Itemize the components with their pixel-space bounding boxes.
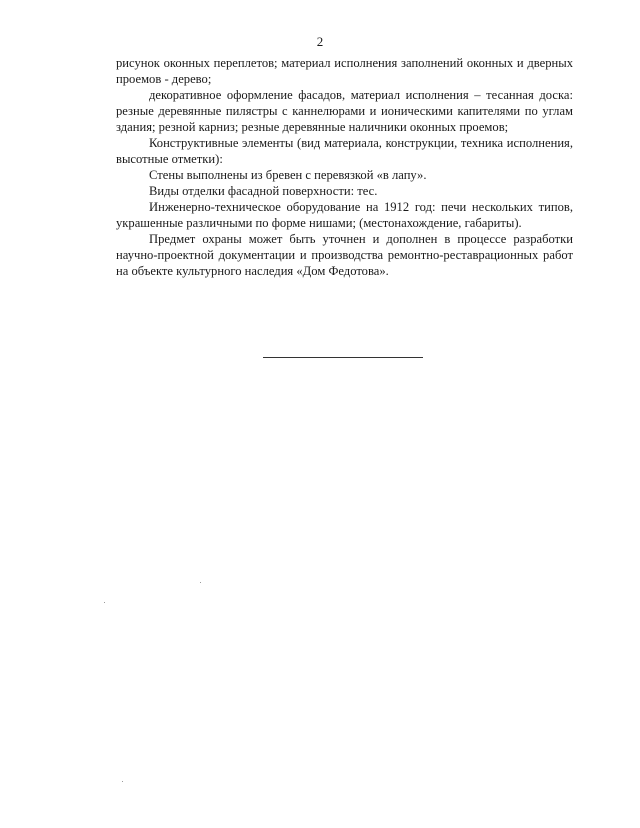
scan-speck (104, 602, 105, 603)
scan-speck (122, 781, 123, 782)
paragraph-engineering-equipment: Инженерно-техническое оборудование на 1912 год: печи нескольких типов, украшенные различными по форме нишами; (местонахождение, габариты). (116, 200, 573, 230)
paragraph-structural-elements: Конструктивные элементы (вид материала, конструкции, техника исполнения, высотные отметки): (116, 136, 573, 166)
paragraph-facade-decoration: декоративное оформление фасадов, материал исполнения – тесанная доска: резные деревянные пилястры с каннелюрами и ионическими капителями по углам здания; резной карниз; резные деревянные наличники оконных проемов; (116, 88, 573, 134)
closing-divider-line (263, 357, 423, 358)
paragraph-facade-finish: Виды отделки фасадной поверхности: тес. (149, 184, 378, 198)
document-body (116, 55, 573, 279)
paragraph-protection-subject: Предмет охраны может быть уточнен и дополнен в процессе разработки научно-проектной документации и производства ремонтно-реставрационных работ на объекте культурного наследия «Дом Федотова». (116, 232, 573, 278)
scan-speck (200, 582, 201, 583)
paragraph-window-materials: рисунок оконных переплетов; материал исполнения заполнений оконных и дверных проемов - дерево; (116, 56, 573, 86)
paragraph-walls: Стены выполнены из бревен с перевязкой «в лапу». (149, 168, 427, 182)
page-number: 2 (316, 34, 324, 49)
